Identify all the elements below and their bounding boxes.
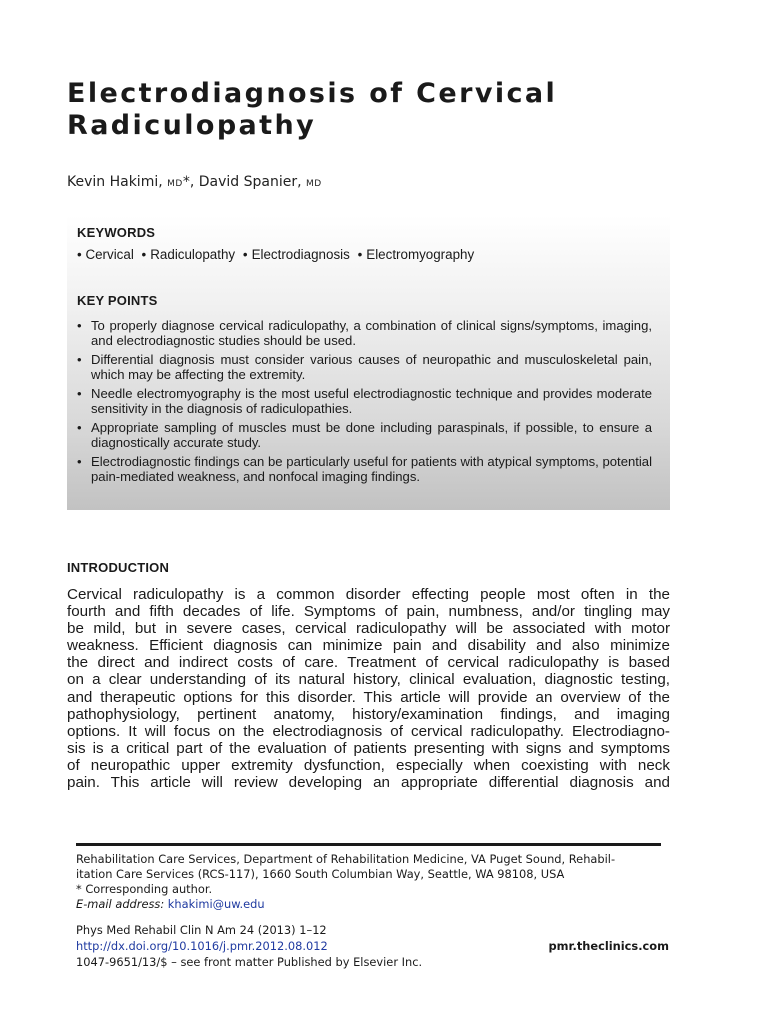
title-line-1: Electrodiagnosis of Cervical [67, 78, 558, 109]
email-line [76, 897, 676, 912]
paragraph-line: pathophysiology, pertinent anatomy, history/examination findings, and imaging [67, 705, 670, 723]
key-points-heading: KEY POINTS [77, 293, 158, 308]
paragraph-line: options. It will focus on the electrodiagnosis of cervical radiculopathy. Electrodiagno- [67, 722, 670, 740]
journal-website: pmr.theclinics.com [548, 939, 669, 953]
issn-line: 1047-9651/13/$ – see front matter Published by Elsevier Inc. [76, 955, 423, 969]
email-label: E-mail address: [76, 897, 165, 911]
author-1-name: Kevin Hakimi, [67, 174, 163, 190]
paragraph-line: on a clear understanding of its natural history, clinical evaluation, diagnostic testing, [67, 671, 670, 689]
paragraph-line: pain. This article will review developing an appropriate differential diagnosis and [67, 774, 670, 792]
paragraph-line: and therapeutic options for this disorder. This article will provide an overview of the [67, 688, 670, 706]
key-point-item [77, 387, 652, 416]
key-point-bullet: • [77, 386, 82, 401]
key-point-text: Electrodiagnostic findings can be particularly useful for patients with atypical symptoms, potential pain-mediated weakness, and nonfocal imaging findings. [91, 454, 652, 484]
key-point-item [77, 421, 652, 450]
key-point-text: To properly diagnose cervical radiculopathy, a combination of clinical signs/symptoms, imaging, and electrodiagnostic studies should be used. [91, 318, 652, 348]
introduction-paragraph [67, 586, 670, 791]
key-point-item [77, 319, 652, 348]
key-point-text: Differential diagnosis must consider various causes of neuropathic and musculoskeletal pain, which may be affecting the extremity. [91, 352, 652, 382]
key-point-bullet: • [77, 318, 82, 333]
keywords-heading: KEYWORDS [77, 225, 156, 240]
corresponding-author-note: * Corresponding author. [76, 882, 213, 896]
paragraph-line: the direct and indirect costs of care. Treatment of cervical radiculopathy is based [67, 654, 670, 672]
affiliation-line-2: itation Care Services (RCS-117), 1660 South Columbian Way, Seattle, WA 98108, USA [76, 867, 565, 881]
key-point-text: Needle electromyography is the most useful electrodiagnostic technique and provides moderate sensitivity in the diagnosis of radiculopathies. [91, 386, 652, 416]
paragraph-line: of neuropathic upper extremity dysfunction, especially when coexisting with neck [67, 756, 670, 774]
key-point-bullet: • [77, 420, 82, 435]
paragraph-line: be mild, but in severe cases, cervical radiculopathy will be associated with motor [67, 620, 670, 638]
author-list [67, 174, 322, 190]
corresponding-author-mark: *, [182, 174, 195, 190]
keyword-item: Electromyography [366, 247, 475, 262]
title-line-2: Radiculopathy [67, 110, 317, 141]
keywords-list [77, 247, 474, 262]
key-point-item [77, 455, 652, 484]
key-points-list [77, 319, 652, 489]
footnote-divider [76, 843, 661, 846]
affiliation-line-1: Rehabilitation Care Services, Department of Rehabilitation Medicine, VA Puget Sound, Rehabil- [76, 852, 616, 866]
paragraph-line: sis is a critical part of the evaluation of patients presenting with signs and symptoms [67, 739, 670, 757]
paragraph-line: fourth and fifth decades of life. Symptoms of pain, numbness, and/or tingling may [67, 603, 670, 621]
key-point-text: Appropriate sampling of muscles must be done including paraspinals, if possible, to ensure a diagnostically accurate study. [91, 420, 652, 450]
journal-citation: Phys Med Rehabil Clin N Am 24 (2013) 1–12 [76, 923, 327, 937]
introduction-heading: INTRODUCTION [67, 560, 170, 575]
paragraph-line: Cervical radiculopathy is a common disorder effecting people most often in the [67, 586, 670, 603]
key-point-bullet: • [77, 454, 82, 469]
key-point-bullet: • [77, 352, 82, 367]
footnote-affiliation [76, 852, 676, 912]
keyword-bullet: • [141, 247, 147, 262]
key-point-item [77, 353, 652, 382]
article-title [67, 78, 687, 142]
keyword-bullet: • [357, 247, 363, 262]
email-link[interactable]: khakimi@uw.edu [167, 897, 265, 911]
doi-link[interactable]: http://dx.doi.org/10.1016/j.pmr.2012.08.012 [76, 939, 328, 953]
keyword-bullet: • [242, 247, 248, 262]
keyword-item: Cervical [85, 247, 134, 262]
author-2-degree: MD [306, 179, 322, 189]
keyword-item: Electrodiagnosis [251, 247, 350, 262]
paragraph-line: weakness. Efficient diagnosis can minimize pain and disability and also minimize [67, 637, 670, 655]
author-1-degree: MD [167, 179, 183, 189]
keyword-item: Radiculopathy [150, 247, 236, 262]
keyword-bullet: • [77, 247, 82, 262]
keywords-keypoints-box [67, 215, 670, 510]
author-2-name: David Spanier, [198, 174, 302, 190]
